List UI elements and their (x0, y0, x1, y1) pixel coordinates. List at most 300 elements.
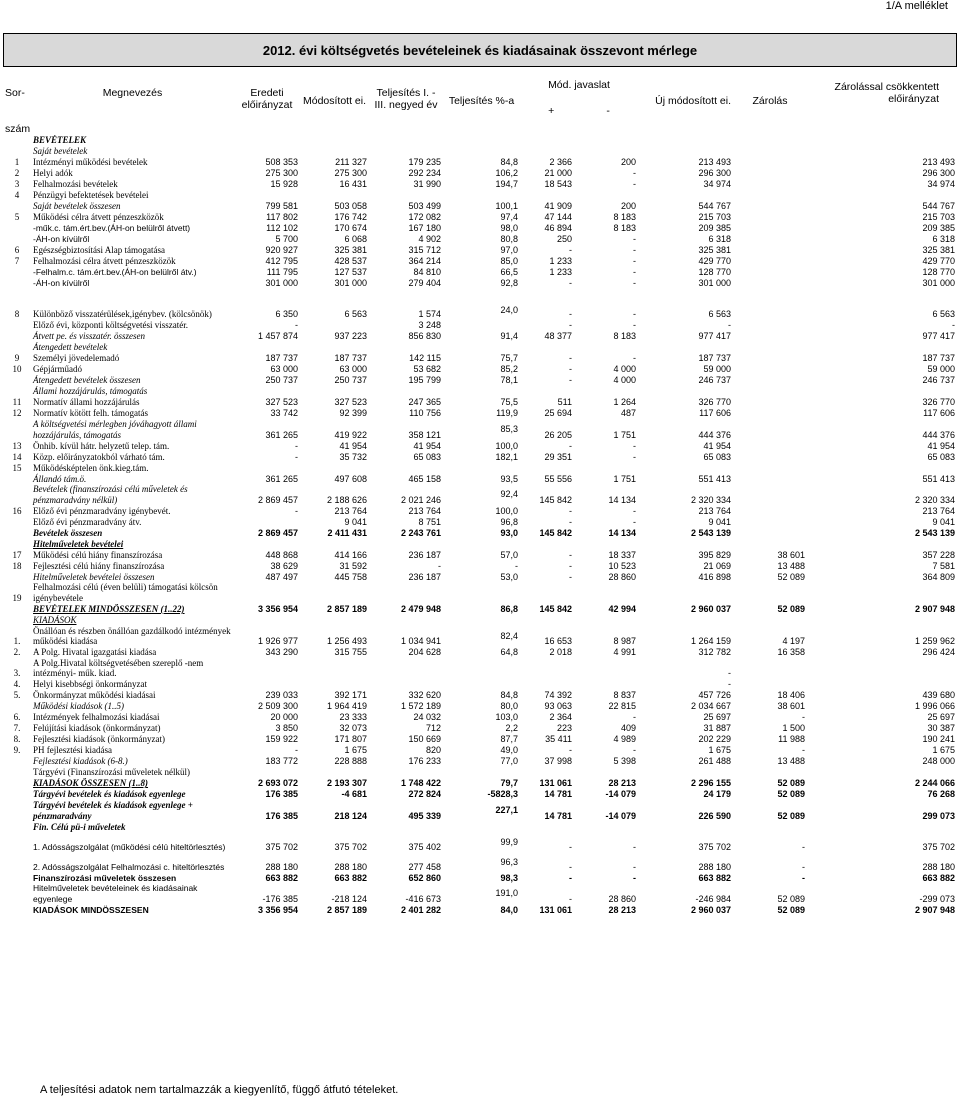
modositott-value: 288 180 (334, 861, 367, 872)
eredeti-value: 301 000 (265, 278, 298, 289)
plus-value: 145 842 (539, 494, 572, 505)
table-row (3, 647, 957, 658)
modositott-value: 301 000 (334, 278, 367, 289)
zarolas-value (733, 615, 807, 626)
zarolassal-value (807, 342, 957, 353)
teljesites-value (369, 615, 443, 626)
zarolas-value: - (802, 841, 805, 852)
eredeti-value: 275 300 (265, 168, 298, 179)
teljesites-pct-value (443, 320, 520, 331)
zarolassal-value: 128 770 (922, 267, 955, 278)
zarolas-value: 52 089 (777, 893, 805, 904)
row-number: 5. (13, 690, 21, 701)
teljesites-value: 195 799 (408, 375, 441, 386)
plus-value (520, 135, 574, 146)
plus-value: 250 (556, 234, 572, 245)
eredeti-value (234, 679, 300, 690)
teljesites-pct-value: 75,5 (500, 397, 518, 408)
teljesites-value: 465 158 (408, 473, 441, 484)
row-number (3, 484, 31, 505)
modositott-value: 218 124 (334, 810, 367, 821)
zarolassal-value: 444 376 (922, 429, 955, 440)
row-label: Felhalmozási célú (éven belüli) támogatási kölcsön igénybevétele (33, 582, 218, 603)
teljesites-value: 315 712 (408, 245, 441, 256)
row-label: 2. Adósságszolgálat Felhalmozási c. hiteltörlesztés (33, 861, 225, 872)
zarolas-value (733, 386, 807, 397)
budget-table (3, 67, 957, 915)
modositott-value: 41 954 (339, 440, 367, 451)
uj-modositott-value: 544 767 (698, 201, 731, 212)
zarolas-value: 38 601 (777, 701, 805, 712)
plus-value: 1 233 (549, 267, 572, 278)
uj-modositott-value: - (728, 668, 731, 679)
table-row (3, 473, 957, 484)
teljesites-value: 53 682 (413, 364, 441, 375)
zarolas-value (733, 190, 807, 201)
table-row (3, 168, 957, 179)
row-number (3, 527, 31, 538)
row-number: 9. (13, 745, 21, 756)
teljesites-value: 375 402 (408, 841, 441, 852)
teljesites-pct-value: 96,8 (500, 516, 518, 527)
zarolas-value: - (802, 861, 805, 872)
footnote: A teljesítési adatok nem tartalmazzák a kiegyenlítő, függő átfutó tételeket. (40, 1084, 399, 1096)
teljesites-value (369, 658, 443, 679)
eredeti-value (234, 342, 300, 353)
eredeti-value: 3 356 954 (257, 904, 298, 915)
uj-modositott-value: 551 413 (698, 473, 731, 484)
teljesites-value (369, 386, 443, 397)
plus-value: - (569, 364, 572, 375)
row-label: Működési célra átvett pénzeszközök (33, 212, 164, 223)
minus-value: - (633, 245, 636, 256)
row-number: 1. (13, 636, 21, 647)
row-label: Helyi kisebbségi önkormányzat (33, 679, 147, 690)
eredeti-value: 3 850 (275, 723, 298, 734)
row-number (3, 571, 31, 582)
row-number (3, 516, 31, 527)
zarolas-value (733, 364, 807, 375)
uj-modositott-value: 1 264 159 (690, 636, 731, 647)
table-row (3, 223, 957, 234)
uj-modositott-value: 416 898 (698, 571, 731, 582)
table-row (3, 571, 957, 582)
uj-modositott-value: 6 563 (708, 309, 731, 320)
table-row (3, 300, 957, 320)
zarolas-value (733, 375, 807, 386)
teljesites-value: 292 234 (408, 168, 441, 179)
uj-modositott-value: - (728, 679, 731, 690)
table-row (3, 821, 957, 832)
teljesites-pct-value (443, 615, 520, 626)
minus-value: 409 (620, 723, 636, 734)
minus-value: 28 213 (608, 904, 636, 915)
modositott-value: 275 300 (334, 168, 367, 179)
teljesites-value (369, 538, 443, 549)
zarolas-value (733, 201, 807, 212)
row-label: Hitelműveletek bevételei (33, 538, 124, 549)
table-row (3, 516, 957, 527)
row-number: 14 (12, 451, 22, 462)
table-row (3, 852, 957, 872)
table-row (3, 179, 957, 190)
uj-modositott-value: 2 543 139 (690, 527, 731, 538)
uj-modositott-value (638, 342, 733, 353)
plus-value: - (569, 745, 572, 756)
teljesites-pct-value: 79,7 (500, 778, 518, 789)
teljesites-pct-value: 227,1 (495, 805, 518, 816)
zarolas-value: 4 197 (782, 636, 805, 647)
minus-value: - (633, 516, 636, 527)
row-label: Felújítási kiadások (önkormányzat) (33, 723, 161, 734)
header-sor: Sor- szám (5, 87, 31, 135)
row-label: KIADÁSOK ÖSSZESEN (1..8) (33, 778, 149, 789)
modositott-value: 92 399 (339, 408, 367, 419)
plus-value: 25 694 (544, 408, 572, 419)
row-label: A Polg.Hivatal költségvetésében szereplő -nem intézményi- műk. kiad. (33, 657, 204, 679)
zarolas-value (733, 767, 807, 778)
row-label: Hitelműveletek bevételeinek és kiadásainak egyenlege (33, 883, 198, 904)
minus-value: 22 815 (608, 701, 636, 712)
teljesites-value: 279 404 (408, 278, 441, 289)
teljesites-value: 24 032 (413, 712, 441, 723)
row-label: Pénzügyi befektetések bevételei (33, 190, 149, 201)
teljesites-pct-value: 100,0 (495, 505, 518, 516)
table-row (3, 320, 957, 331)
table-row (3, 234, 957, 245)
zarolas-value: - (802, 712, 805, 723)
row-label: Finanszírozási műveletek összesen (33, 872, 177, 883)
minus-value: - (633, 234, 636, 245)
table-row (3, 505, 957, 516)
minus-value: - (633, 861, 636, 872)
table-row (3, 484, 957, 505)
plus-value: 2 018 (549, 647, 572, 658)
teljesites-value (369, 289, 443, 300)
zarolas-value (733, 516, 807, 527)
zarolassal-value: 41 954 (927, 440, 955, 451)
header-minus: - (606, 105, 610, 117)
teljesites-value: 204 628 (408, 647, 441, 658)
zarolassal-value: 977 417 (922, 331, 955, 342)
teljesites-pct-value: 194,7 (495, 179, 518, 190)
plus-value: - (569, 571, 572, 582)
teljesites-value (369, 821, 443, 832)
teljesites-pct-value: 99,9 (500, 836, 518, 847)
minus-value: - (633, 841, 636, 852)
teljesites-value (369, 679, 443, 690)
zarolas-value (733, 234, 807, 245)
zarolassal-value: 65 083 (927, 451, 955, 462)
teljesites-value: 1 574 (418, 309, 441, 320)
modositott-value (300, 767, 369, 778)
plus-value (520, 582, 574, 603)
zarolas-value: 1 500 (782, 723, 805, 734)
minus-value (574, 767, 638, 778)
teljesites-pct-value: 100,0 (495, 440, 518, 451)
minus-value: 4 989 (613, 734, 636, 745)
zarolas-value (733, 679, 807, 690)
teljesites-value: 856 830 (408, 331, 441, 342)
eredeti-value: 20 000 (270, 712, 298, 723)
plus-value (520, 146, 574, 157)
zarolas-value (733, 484, 807, 505)
zarolas-value (733, 527, 807, 538)
modositott-value: 419 922 (334, 429, 367, 440)
modositott-value: 127 537 (334, 267, 367, 278)
plus-value: 74 392 (544, 690, 572, 701)
header-teljesites-pct: Teljesítés %-a (448, 95, 515, 107)
uj-modositott-value: 59 000 (703, 364, 731, 375)
modositott-value: 211 327 (335, 157, 367, 168)
zarolassal-value (807, 135, 957, 146)
row-label: BEVÉTELEK MINDÖSSZESEN (1..22) (33, 603, 185, 614)
zarolas-value (733, 179, 807, 190)
teljesites-pct-value: 82,4 (500, 630, 518, 641)
row-number: 4. (13, 679, 21, 690)
modositott-value: 1 675 (344, 745, 367, 756)
table-row (3, 745, 957, 756)
uj-modositott-value: 325 381 (698, 245, 731, 256)
eredeti-value (234, 190, 300, 201)
zarolassal-value (807, 679, 957, 690)
modositott-value: 2 857 189 (326, 603, 367, 614)
table-row (3, 157, 957, 168)
eredeti-value: 187 737 (265, 353, 298, 364)
eredeti-value: 159 922 (265, 734, 298, 745)
row-label (31, 289, 234, 300)
teljesites-value: 213 764 (408, 505, 441, 516)
teljesites-pct-value: 64,8 (500, 647, 518, 658)
modositott-value: 213 764 (334, 505, 367, 516)
table-row (3, 712, 957, 723)
table-row (3, 353, 957, 364)
table-row (3, 679, 957, 690)
uj-modositott-value: 25 697 (703, 712, 731, 723)
minus-value (574, 679, 638, 690)
uj-modositott-value: 2 034 667 (690, 701, 731, 712)
modositott-value: 250 737 (334, 375, 367, 386)
plus-value: - (569, 516, 572, 527)
table-row (3, 800, 957, 821)
plus-value: 16 653 (544, 636, 572, 647)
plus-value: 1 233 (549, 256, 572, 267)
eredeti-value: 663 882 (265, 872, 298, 883)
eredeti-value: 799 581 (265, 201, 298, 212)
modositott-value: 375 702 (334, 841, 367, 852)
teljesites-value: 2 243 761 (400, 527, 441, 538)
table-row (3, 462, 957, 473)
zarolassal-value (807, 615, 957, 626)
eredeti-value (234, 516, 300, 527)
zarolas-value (733, 658, 807, 679)
table-row (3, 375, 957, 386)
row-label: Helyi adók (33, 168, 73, 179)
eredeti-value: - (295, 745, 298, 756)
zarolassal-value: 6 318 (932, 234, 955, 245)
zarolassal-value: 299 073 (922, 810, 955, 821)
eredeti-value: - (295, 440, 298, 451)
uj-modositott-value (638, 462, 733, 473)
zarolas-value (733, 419, 807, 440)
modositott-value: 171 807 (334, 734, 367, 745)
minus-value: - (633, 505, 636, 516)
zarolassal-value: 213 764 (922, 505, 955, 516)
modositott-value (300, 135, 369, 146)
table-row (3, 904, 957, 915)
teljesites-value: 1 034 941 (400, 636, 441, 647)
eredeti-value (234, 615, 300, 626)
row-number: 2. (13, 647, 21, 658)
uj-modositott-value: 326 770 (698, 397, 731, 408)
zarolassal-value: 117 606 (923, 408, 955, 419)
teljesites-pct-value: 97,4 (500, 212, 518, 223)
minus-value (574, 190, 638, 201)
eredeti-value: 63 000 (270, 364, 298, 375)
zarolassal-value: 326 770 (922, 397, 955, 408)
zarolassal-value: 296 424 (922, 647, 955, 658)
plus-value: 26 205 (544, 429, 572, 440)
eredeti-value: 412 795 (265, 256, 298, 267)
plus-value: 18 543 (544, 179, 572, 190)
modositott-value: 497 608 (334, 473, 367, 484)
teljesites-pct-value: 100,1 (495, 201, 518, 212)
plus-value (520, 462, 574, 473)
uj-modositott-value: 213 493 (698, 157, 731, 168)
zarolas-value (733, 408, 807, 419)
modositott-value: 23 333 (339, 712, 367, 723)
teljesites-value (369, 462, 443, 473)
teljesites-value: 652 860 (408, 872, 441, 883)
eredeti-value: 1 457 874 (257, 331, 298, 342)
teljesites-pct-value: 77,0 (500, 756, 518, 767)
row-number: 12 (12, 408, 22, 419)
minus-value: 200 (620, 157, 636, 168)
row-label: Közp. előirányzatokból várható tám. (33, 451, 165, 462)
row-number (3, 778, 31, 789)
teljesites-pct-value: 86,8 (500, 603, 518, 614)
modositott-value (300, 386, 369, 397)
table-row (3, 789, 957, 800)
zarolas-value (733, 462, 807, 473)
table-row (3, 604, 957, 615)
table-row (3, 723, 957, 734)
teljesites-value: 358 121 (408, 429, 441, 440)
row-label: A Polg. Hivatal igazgatási kiadása (33, 647, 157, 658)
minus-value: 14 134 (608, 527, 636, 538)
zarolas-value: 52 089 (777, 789, 805, 800)
teljesites-value: 712 (425, 723, 441, 734)
plus-value (520, 289, 574, 300)
row-number: 9 (14, 353, 20, 364)
teljesites-value: 236 187 (408, 571, 441, 582)
zarolassal-value: 248 000 (922, 756, 955, 767)
eredeti-value: 250 737 (265, 375, 298, 386)
zarolassal-value: 7 581 (932, 560, 955, 571)
zarolas-value (733, 300, 807, 320)
teljesites-value (369, 767, 443, 778)
page-title: 2012. évi költségvetés bevételeinek és kiadásainak összevont mérlege (3, 33, 957, 67)
table-row (3, 701, 957, 712)
uj-modositott-value: 301 000 (698, 278, 731, 289)
zarolas-value (733, 267, 807, 278)
row-number (3, 604, 31, 615)
row-label: -ÁH-on kívülről (33, 234, 90, 245)
table-row (3, 408, 957, 419)
plus-value: - (569, 278, 572, 289)
teljesites-pct-value (443, 146, 520, 157)
table-row (3, 832, 957, 852)
teljesites-value: 172 082 (408, 212, 441, 223)
uj-modositott-value (638, 135, 733, 146)
row-number (3, 904, 31, 915)
table-row (3, 342, 957, 353)
teljesites-pct-value (443, 767, 520, 778)
row-label: A költségvetési mérlegben jóváhagyott állami hozzájárulás, támogatás (33, 419, 197, 440)
uj-modositott-value: 457 726 (698, 690, 731, 701)
eredeti-value (234, 146, 300, 157)
teljesites-pct-value (443, 658, 520, 679)
minus-value (574, 821, 638, 832)
minus-value: 4 000 (613, 375, 636, 386)
eredeti-value: 487 497 (265, 571, 298, 582)
minus-value: 18 337 (608, 549, 636, 560)
plus-value: 47 144 (544, 212, 572, 223)
eredeti-value: 6 350 (275, 309, 298, 320)
modositott-value: 176 742 (334, 212, 367, 223)
table-row (3, 883, 957, 904)
eredeti-value (234, 582, 300, 603)
uj-modositott-value: 375 702 (698, 841, 731, 852)
zarolassal-value (807, 146, 957, 157)
teljesites-pct-value: 119,9 (496, 408, 518, 419)
row-label: BEVÉTELEK (33, 135, 87, 146)
zarolassal-value: 2 244 066 (914, 778, 955, 789)
zarolas-value: 52 089 (777, 904, 805, 915)
modositott-value: 1 256 493 (326, 636, 367, 647)
modositott-value: -4 681 (341, 789, 367, 800)
teljesites-pct-value: 106,2 (495, 168, 518, 179)
modositott-value: 663 882 (334, 872, 367, 883)
modositott-value: 31 592 (339, 560, 367, 571)
table-row (3, 658, 957, 679)
uj-modositott-value: 2 320 334 (690, 494, 731, 505)
teljesites-pct-value: 98,0 (500, 223, 518, 234)
table-row (3, 560, 957, 571)
table-row (3, 527, 957, 538)
uj-modositott-value: - (728, 320, 731, 331)
row-number: 17 (12, 549, 22, 560)
modositott-value: 9 041 (344, 516, 367, 527)
plus-value: - (569, 861, 572, 872)
modositott-value: 187 737 (334, 353, 367, 364)
zarolassal-value: 6 563 (932, 309, 955, 320)
minus-value: - (633, 745, 636, 756)
row-label: PH fejlesztési kiadása (33, 745, 112, 756)
zarolassal-value: 429 770 (922, 256, 955, 267)
teljesites-value: 65 083 (413, 451, 441, 462)
modositott-value: 6 563 (344, 309, 367, 320)
minus-value: - (633, 353, 636, 364)
plus-value: - (569, 872, 572, 883)
teljesites-pct-value: 97,0 (500, 245, 518, 256)
teljesites-value (369, 190, 443, 201)
eredeti-value: 33 742 (270, 408, 298, 419)
row-label: Hitelműveletek bevételei összesen (33, 571, 155, 582)
row-label: Tárgyévi bevételek és kiadások egyenlege (33, 789, 186, 800)
row-label: Bevételek összesen (33, 527, 103, 538)
teljesites-value: 142 115 (409, 353, 441, 364)
